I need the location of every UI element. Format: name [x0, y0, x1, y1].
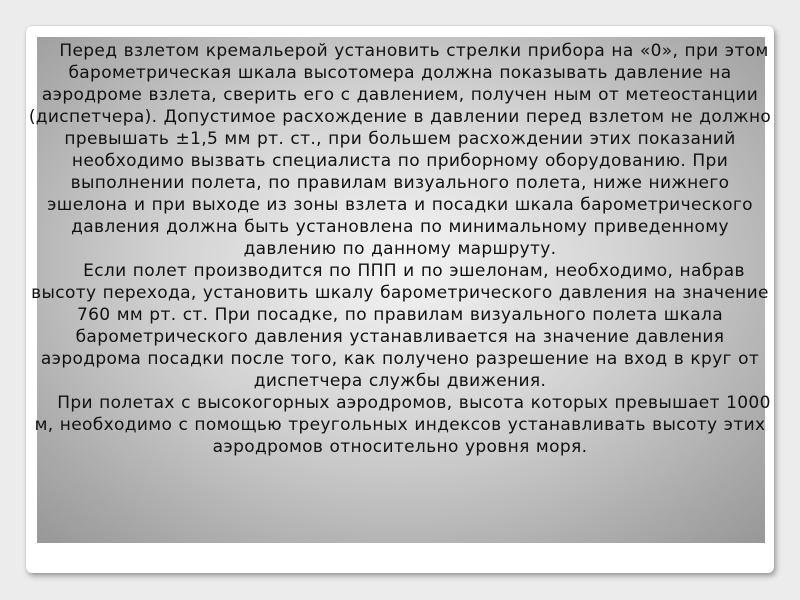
slide-text-block: [28, 40, 772, 458]
paragraph-preflight-setting: Перед взлетом кремальерой установить стрелки прибора на «0», при этом барометрическая шкала высотомера должна показывать давление на аэродроме взлета, сверить его с давлением, получен ным от метеостанции (диспетчера). Допустимое расхождение в давлении перед взлетом не должно превышать ±1,5 мм рт. ст., при большем расхождении этих показаний необходимо вызвать специалиста по приборному оборудованию. При выполнении полета, по правилам визуального полета, ниже нижнего эшелона и при выходе из зоны взлета и посадки шкала барометрического давления должна быть установлена по минимальному приведенному давлению по данному маршруту.: [28, 41, 772, 259]
paragraph-high-altitude-airfields: При полетах с высокогорных аэродромов, высота которых превышает 1000 м, необходимо с помощью треугольных индексов устанавливать высоту этих аэродромов относительно уровня моря.: [34, 393, 771, 457]
paragraph-ifr-flight-levels: Если полет производится по ППП и по эшелонам, необходимо, набрав высоту перехода, установить шкалу барометрического давления на значение 760 мм рт. ст. При посадке, по правилам визуального полета шкала барометрического давления устанавливается на значение давления аэродрома посадки после того, как получено разрешение на вход в круг от диспетчера службы движения.: [31, 261, 769, 391]
slide-frame: [26, 26, 774, 573]
